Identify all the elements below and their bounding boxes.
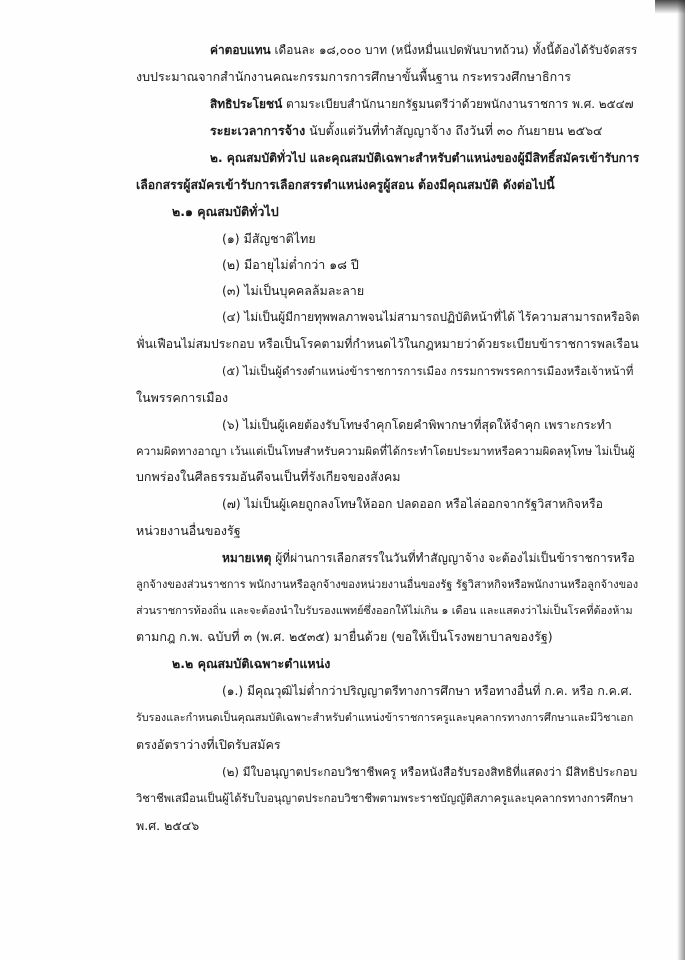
employment-period-text: นับตั้งแต่วันที่ทำสัญญาจ้าง ถึงวันที่ ๓๐ กันยายน ๒๕๖๔ [305, 123, 603, 138]
section2-heading-line1: ๒. คุณสมบัติทั่วไป และคุณสมบัติเฉพาะสำหรับตำแหน่งของผู้มีสิทธิ์สมัครเข้ารับการ [210, 151, 640, 165]
section21-item6-line1: (๖) ไม่เป็นผู้เคยต้องรับโทษจำคุกโดยคำพิพากษาที่สุดให้จำคุก เพราะกระทำ [222, 418, 612, 432]
section21-item7-line1: (๗) ไม่เป็นผู้เคยถูกลงโทษให้ออก ปลดออก หรือไล่ออกจากรัฐวิสาหกิจหรือ [222, 497, 603, 511]
employment-period-line [210, 123, 602, 139]
note-line1 [222, 550, 635, 566]
section22-item2-line3: พ.ศ. ๒๕๔๖ [136, 818, 200, 833]
note-label: หมายเหตุ [222, 551, 272, 565]
note-line4: ตามกฎ ก.พ. ฉบับที่ ๓ (พ.ศ. ๒๕๓๕) มายื่นด้วย (ขอให้เป็นโรงพยาบาลของรัฐ) [136, 629, 553, 644]
section22-item1-line1: (๑.) มีคุณวุฒิไม่ต่ำกว่าปริญญาตรีทางการศึกษา หรือทางอื่นที่ ก.ค. หรือ ก.ค.ศ. [222, 684, 633, 698]
section22-item2-line2: วิชาชีพเสมือนเป็นผู้ได้รับใบอนุญาตประกอบวิชาชีพตามพระราชบัญญัติสภาครูและบุคลากรทางการศึกษา [136, 792, 634, 805]
section21-item2: (๒) มีอายุไม่ต่ำกว่า ๑๘ ปี [222, 257, 359, 272]
salary-label: ค่าตอบแทน [210, 43, 271, 57]
note-line3: ส่วนราชการท้องถิ่น และจะต้องนำใบรับรองแพทย์ซึ่งออกให้ไม่เกิน ๑ เดือน และแสดงว่าไม่เป็นโรคที่ต้องห้าม [136, 604, 633, 617]
salary-text: เดือนละ ๑๘,๐๐๐ บาท (หนึ่งหมื่นแปดพันบาทถ้วน) ทั้งนี้ต้องได้รับจัดสรร [270, 43, 638, 57]
section21-item1: (๑) มีสัญชาติไทย [222, 231, 316, 246]
employment-period-label: ระยะเวลาการจ้าง [210, 123, 306, 138]
section21-item4-line2: ฟั่นเฟือนไม่สมประกอบ หรือเป็นโรคตามที่กำหนดไว้ในกฎหมายว่าด้วยระเบียบข้าราชการพลเรือน [136, 337, 639, 351]
benefits-label: สิทธิประโยชน์ [210, 97, 283, 111]
section22-item2-line1: (๒) มีใบอนุญาตประกอบวิชาชีพครู หรือหนังสือรับรองสิทธิที่แสดงว่า มีสิทธิประกอบ [222, 765, 638, 779]
section21-item3: (๓) ไม่เป็นบุคคลล้มละลาย [222, 283, 365, 298]
section21-item5-line1: (๕) ไม่เป็นผู้ดำรงตำแหน่งข้าราชการการเมือง กรรมการพรรคการเมืองหรือเจ้าหน้าที่ [222, 364, 634, 378]
section21-heading: ๒.๑ คุณสมบัติทั่วไป [172, 204, 279, 219]
section22-item1-line2: รับรองและกำหนดเป็นคุณสมบัติเฉพาะสำหรับตำแหน่งข้าราชการครูและบุคลากรทางการศึกษาและมีวิชาเอก [136, 711, 634, 724]
section21-item6-line2: ความผิดทางอาญา เว้นแต่เป็นโทษสำหรับความผิดที่ได้กระทำโดยประมาทหรือความผิดลหุโทษ ไม่เป็นผู้ [136, 444, 635, 458]
benefits-text: ตามระเบียบสำนักนายกรัฐมนตรีว่าด้วยพนักงานราชการ พ.ศ. ๒๕๔๗ [282, 97, 634, 111]
salary-line [210, 42, 637, 58]
section2-heading-line2: เลือกสรรผู้สมัครเข้ารับการเลือกสรรตำแหน่งครูผู้สอน ต้องมีคุณสมบัติ ดังต่อไปนี้ [136, 178, 555, 192]
section21-item4-line1: (๔) ไม่เป็นผู้มีกายทุพพลภาพจนไม่สามารถปฏิบัติหน้าที่ได้ ไร้ความสามารถหรือจิต [222, 310, 640, 324]
section21-item7-line2: หน่วยงานอื่นของรัฐ [136, 523, 241, 538]
salary-continuation: งบประมาณจากสำนักงานคณะกรรมการการศึกษาขั้นพื้นฐาน กระทรวงศึกษาธิการ [136, 69, 571, 84]
section22-heading: ๒.๒ คุณสมบัติเฉพาะตำแหน่ง [172, 656, 331, 671]
page-edge-shadow [677, 0, 685, 960]
note-line2: ลูกจ้างของส่วนราชการ พนักงานหรือลูกจ้างของหน่วยงานอื่นของรัฐ รัฐวิสาหกิจหรือพนักงานหรือลูกจ้างของ [136, 578, 639, 591]
page-corner-shadow [655, 0, 685, 14]
section22-item1-line3: ตรงอัตราว่างที่เปิดรับสมัคร [136, 737, 281, 752]
benefits-line [210, 96, 634, 112]
section21-item5-line2: ในพรรคการเมือง [136, 390, 229, 405]
note-text-line1: ผู้ที่ผ่านการเลือกสรรในวันที่ทำสัญญาจ้าง จะต้องไม่เป็นข้าราชการหรือ [271, 551, 635, 565]
section21-item6-line3: บกพร่องในศีลธรรมอันดีจนเป็นที่รังเกียจของสังคม [136, 469, 401, 484]
